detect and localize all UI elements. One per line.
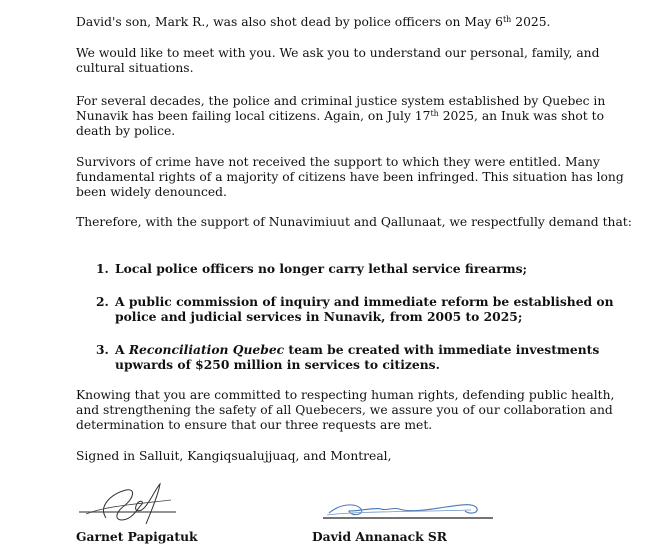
signature-garnet-papigatuk bbox=[76, 476, 186, 526]
demand-number: 3. bbox=[96, 342, 109, 357]
paragraph-demand-intro: Therefore, with the support of Nunavimiuut and Qallunaat, we respectfully demand that: bbox=[76, 215, 632, 229]
paragraph-assurance: Knowing that you are committed to respecting human rights, defending public health, and strengthening the safety of all Quebecers, we assure you of our collaboration and determination to ensure that our three requests are met. bbox=[76, 388, 615, 433]
demand-number: 1. bbox=[96, 261, 109, 276]
demand-item-2 bbox=[96, 294, 616, 324]
signatory-name-1: Garnet Papigatuk bbox=[76, 529, 198, 544]
demand-item-3 bbox=[96, 342, 616, 372]
demand-text: A Reconciliation Quebec team be created with immediate investments upwards of $250 million in services to citizens. bbox=[115, 342, 600, 373]
demand-item-1 bbox=[96, 261, 616, 276]
signature-david-annanack bbox=[321, 485, 496, 525]
demand-number: 2. bbox=[96, 294, 109, 309]
paragraph-system-failure: For several decades, the police and criminal justice system established by Quebec in Nunavik has been failing local citizens. Again, on July 17th 2025, an Inuk was shot to death by police. bbox=[76, 94, 606, 139]
paragraph-meeting-request: We would like to meet with you. We ask you to understand our personal, family, and cultural situations. bbox=[76, 46, 600, 76]
demand-text: Local police officers no longer carry lethal service firearms; bbox=[115, 261, 528, 276]
reconciliation-quebec-emphasis: Reconciliation Quebec bbox=[128, 342, 285, 357]
paragraph-mark-shooting: David's son, Mark R., was also shot dead by police officers on May 6th 2025. bbox=[76, 15, 551, 29]
signatory-name-2: David Annanack SR bbox=[312, 529, 448, 544]
demand-text: A public commission of inquiry and immediate reform be established on police and judicial services in Nunavik, from 2005 to 2025; bbox=[115, 294, 614, 325]
paragraph-survivors: Survivors of crime have not received the support to which they were entitled. Many fundamental rights of a majority of citizens have been infringed. This situation has long been widely denounced. bbox=[76, 155, 624, 200]
paragraph-signed-in: Signed in Salluit, Kangiqsualujjuaq, and Montreal, bbox=[76, 449, 392, 463]
